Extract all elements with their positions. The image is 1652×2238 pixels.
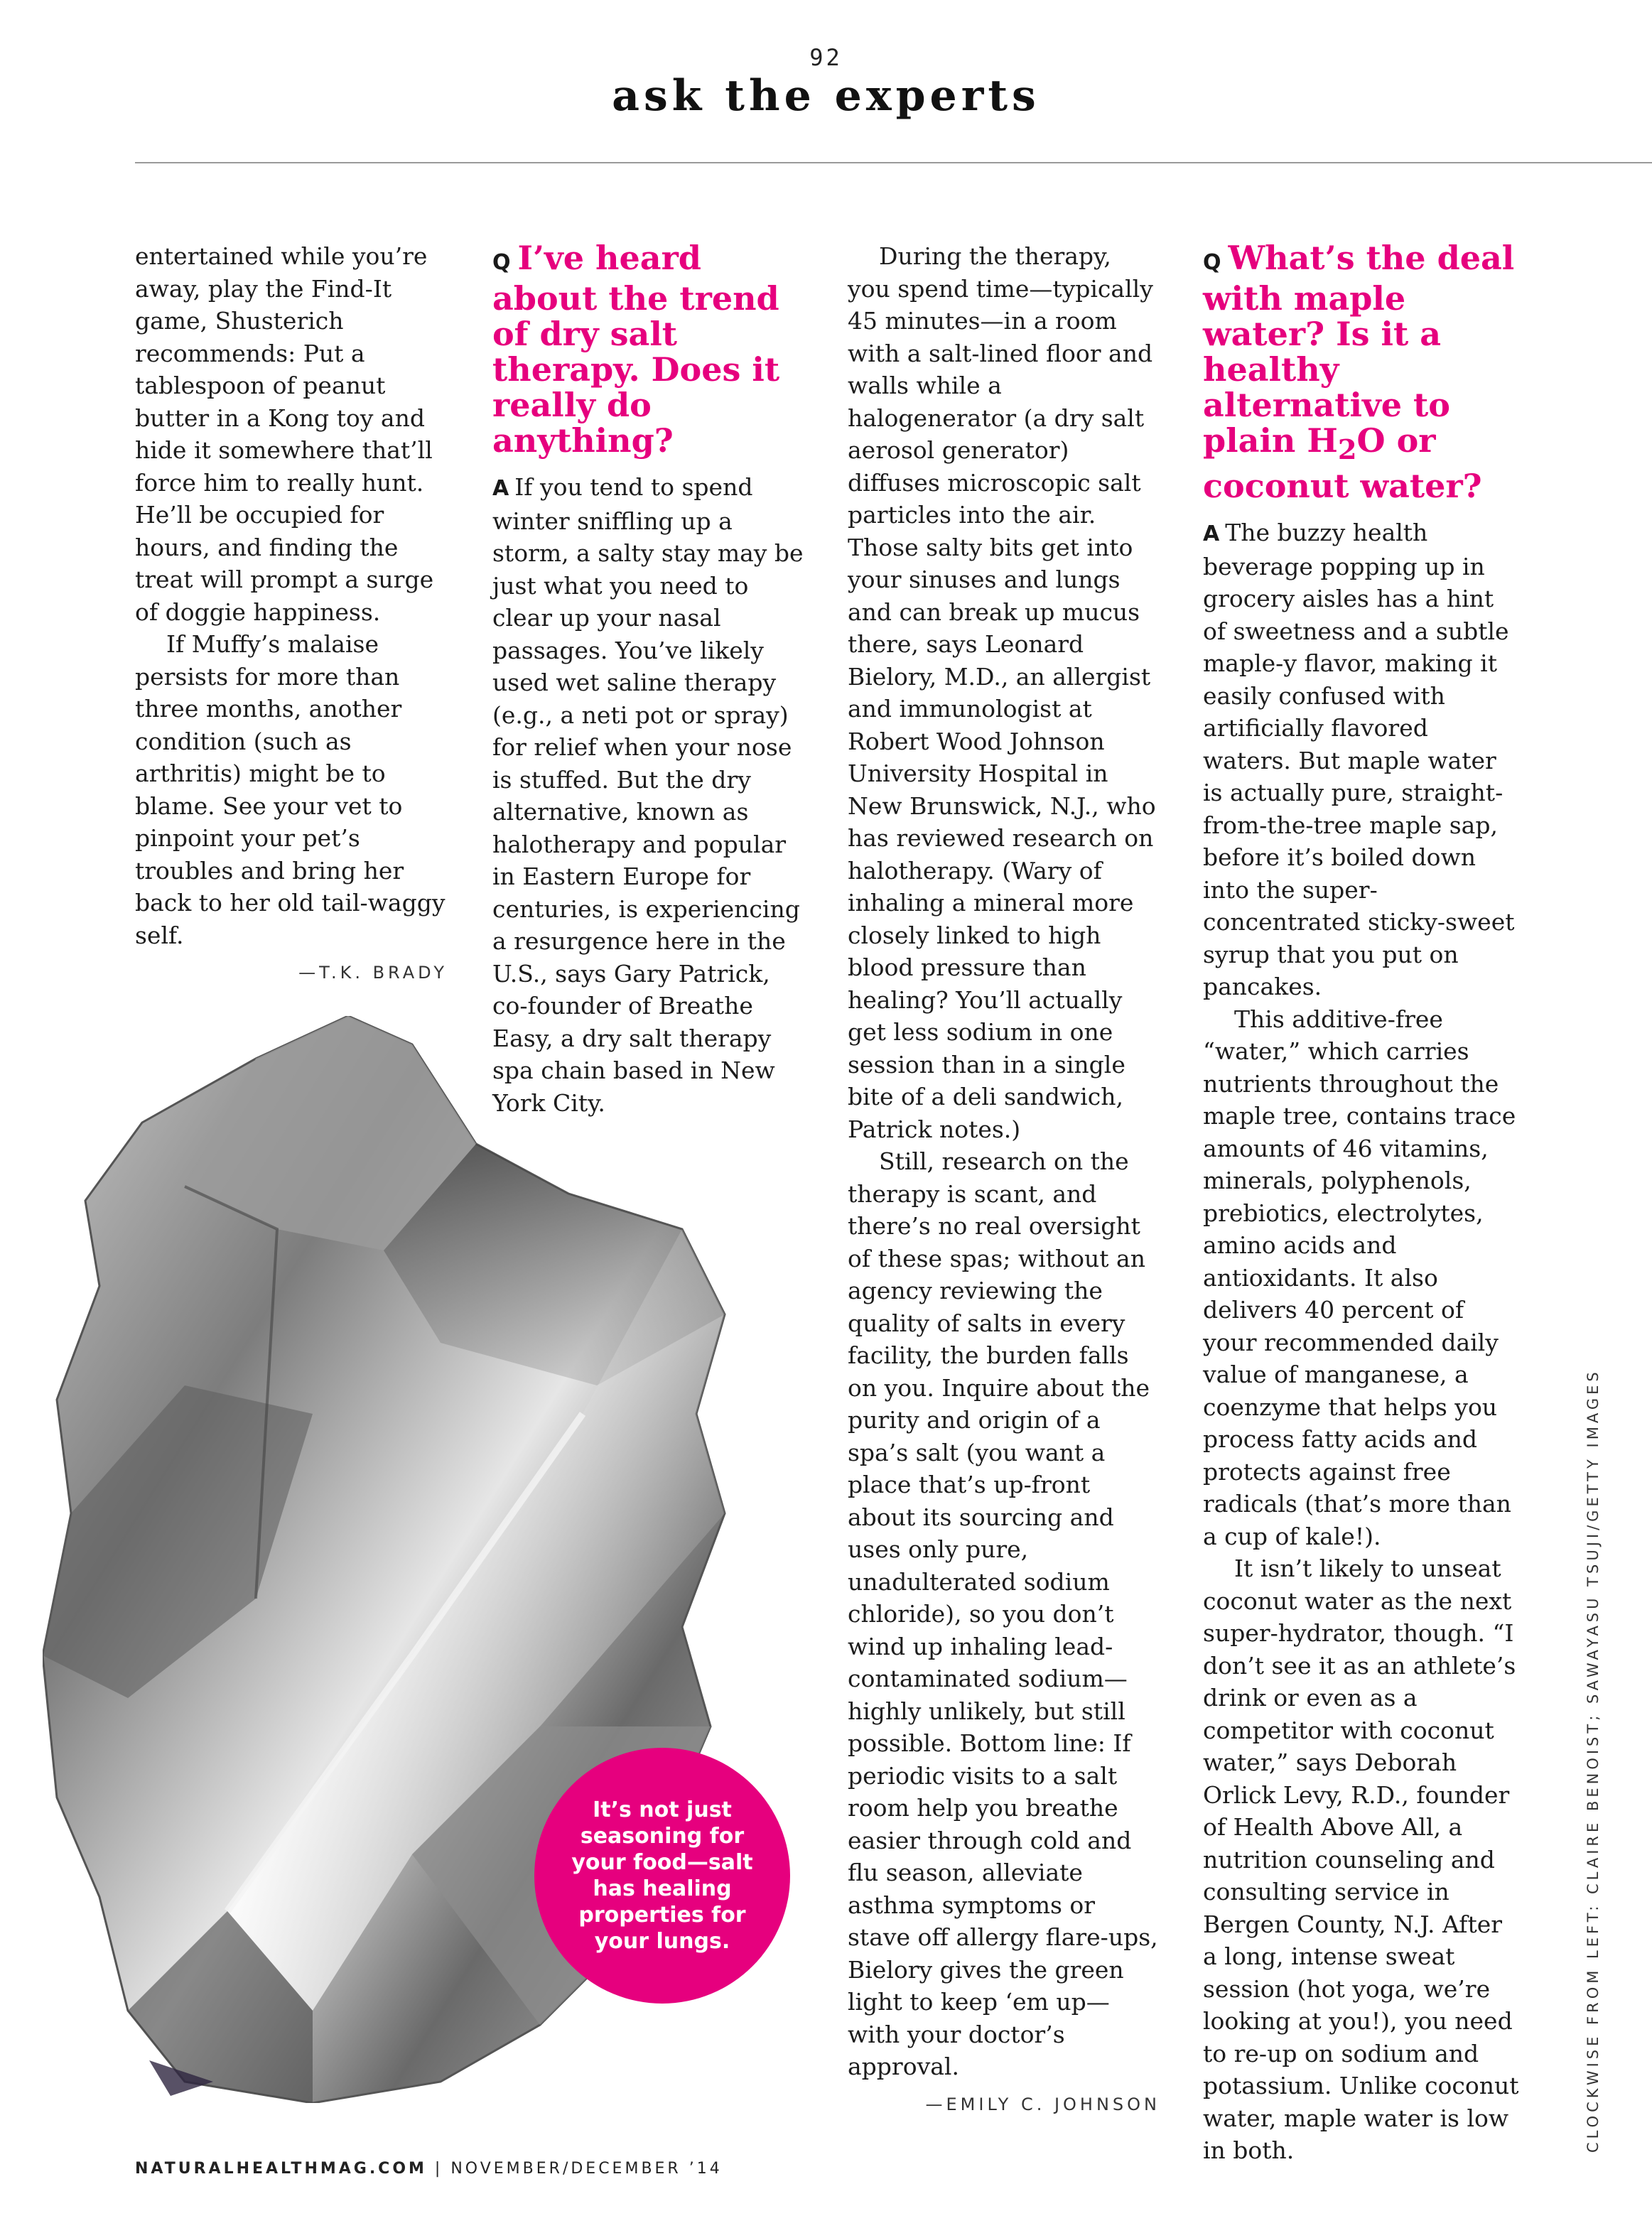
question-text: What’s the deal with maple water? Is it a healthy alternative to plain H bbox=[1203, 239, 1515, 460]
body-paragraph: This additive-free “water,” which carries nutrients throughout the maple tree, contains trace amounts of 46 vitamins, minerals, polyphenols, prebiotics, electrolytes, amino acids and antioxidants. It also delivers 40 percent of your recommended daily value of manganese, a coenzyme that helps you process fatty acids and protects against free radicals (that’s more than a cup of kale!). bbox=[1203, 1005, 1516, 1550]
column-maple-water bbox=[1203, 240, 1519, 2167]
footer bbox=[135, 2160, 723, 2178]
body-paragraph: During the therapy, you spend time—typically 45 minutes—in a room with a salt-lined floor and walls while a halogenerator (a dry salt aerosol generator) diffuses microscopic salt particles into the air. Those salty bits get into your sinuses and lungs and can break up mucus there, says Leonard Bielory, M.D., an allergist and immunologist at Robert Wood Johnson University Hospital in New Brunswick, N.J., who has reviewed research on halotherapy. (Wary of inhaling a mineral more closely linked to high blood pressure than healing? You’ll actually get less sodium in one session than in a single bite of a deli sandwich, Patrick notes.) bbox=[848, 242, 1156, 1143]
body-paragraph: If Muffy’s malaise persists for more than three months, another condition (such as arthritis) might be to blame. See your vet to pinpoint your pet’s troubles and bring her back to her old tail-waggy self. bbox=[135, 630, 446, 949]
footer-separator: | bbox=[426, 2160, 451, 2178]
byline: —T.K. BRADY bbox=[298, 963, 448, 983]
question-text-end: O or coconut water? bbox=[1203, 421, 1482, 506]
column-continued-article bbox=[135, 240, 448, 990]
body-paragraph: It isn’t likely to unseat coconut water as the next super-hydrator, though. “I don’t see it as an athlete’s drink or even as a competitor with coconut water,” says Deborah Orlick Levy, R.D., founder of Health Above All, a nutrition counseling and consulting service in Bergen County, N.J. After a long, intense sweat session (hot yoga, we’re looking at you!), you need to re-up on sodium and potassium. Unlike coconut water, maple water is low in both. bbox=[1203, 1555, 1519, 2165]
question-heading bbox=[492, 240, 805, 458]
answer-marker: A bbox=[492, 476, 509, 501]
answer-paragraph bbox=[492, 471, 805, 1119]
answer-text: If you tend to spend winter sniffling up a storm, a salty stay may be just what you need to clear up your nasal passages. You’ve likely used wet saline therapy (e.g., a neti pot or spray) for relief when your nose is stuffed. But the dry alternative, known as halotherapy and popular in Eastern Europe for centuries, is experiencing a resurgence here in the U.S., says Gary Patrick, co-founder of Breathe Easy, a dry salt therapy spa chain based in New York City. bbox=[492, 473, 804, 1117]
subscript-2: 2 bbox=[1337, 434, 1357, 467]
answer-paragraph bbox=[1203, 517, 1519, 1003]
body-paragraph: entertained while you’re away, play the Find-It game, Shusterich recommends: Put a tablespoon of peanut butter in a Kong toy and hide it somewhere that’ll force him to really hunt. He’ll be occupied for hours, and finding the treat will prompt a surge of doggie happiness. bbox=[135, 242, 434, 626]
question-heading bbox=[1203, 240, 1519, 504]
pullquote-callout: It’s not just seasoning for your food—salt has healing properties for your lungs. bbox=[534, 1748, 790, 2004]
answer-marker: A bbox=[1203, 521, 1220, 547]
photo-credit: CLOCKWISE FROM LEFT: CLAIRE BENOIST; SAWAYASU TSUJI/GETTY IMAGES bbox=[1584, 1368, 1602, 2153]
page-number: 92 bbox=[809, 44, 843, 71]
column-salt-therapy-continued bbox=[848, 240, 1160, 2121]
answer-text: The buzzy health beverage popping up in grocery aisles has a hint of sweetness and a subtle maple-y flavor, making it easily confused with artificially flavored waters. But maple water is actually pure, straight-from-the-tree maple sap, before it’s boiled down into the super-concentrated sticky-sweet syrup that you put on pancakes. bbox=[1203, 519, 1515, 1001]
body-paragraph: Still, research on the therapy is scant, and there’s no real oversight of these spas; without an agency reviewing the quality of salts in every facility, the burden falls on you. Inquire about the purity and origin of a spa’s salt (you want a place that’s up-front about its sourcing and uses only pure, unadulterated sodium chloride), so you don’t wind up inhaling lead-contaminated sodium—highly unlikely, but still possible. Bottom line: If periodic visits to a salt room help you breathe easier through cold and flu season, alleviate asthma symptoms or stave off allergy flare-ups, Bielory gives the green light to keep ‘em up—with your doctor’s approval. bbox=[848, 1147, 1158, 2080]
column-salt-therapy bbox=[492, 240, 805, 1119]
section-title: ask the experts bbox=[612, 71, 1040, 121]
footer-site: NATURALHEALTHMAG.COM bbox=[135, 2160, 427, 2178]
footer-issue: NOVEMBER/DECEMBER ’14 bbox=[450, 2160, 723, 2178]
byline: —EMILY C. JOHNSON bbox=[925, 2094, 1160, 2114]
question-text: I’ve heard about the trend of dry salt therapy. Does it really do anything? bbox=[492, 239, 780, 460]
question-marker: Q bbox=[492, 250, 511, 275]
question-marker: Q bbox=[1203, 250, 1221, 275]
header-divider bbox=[135, 162, 1652, 163]
